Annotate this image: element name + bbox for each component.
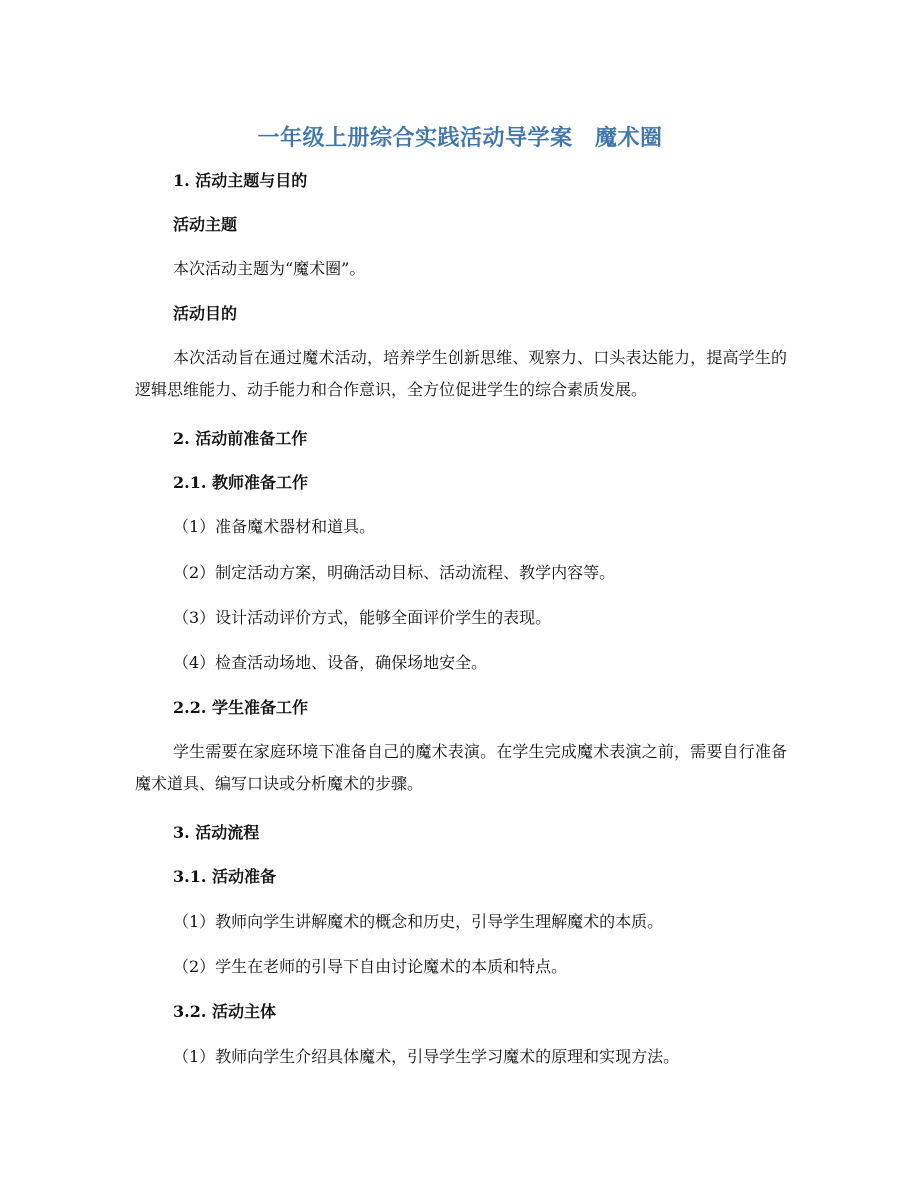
section-2-heading: 2. 活动前准备工作 bbox=[173, 429, 308, 448]
teacher-item: （2）制定活动方案，明确活动目标、活动流程、教学内容等。 bbox=[173, 563, 616, 582]
section-2-1-heading: 2.1. 教师准备工作 bbox=[173, 473, 308, 492]
section-2-2-heading: 2.2. 学生准备工作 bbox=[173, 698, 308, 717]
prep-item: （2）学生在老师的引导下自由讨论魔术的本质和特点。 bbox=[173, 957, 568, 976]
teacher-item: （1）准备魔术器材和道具。 bbox=[173, 517, 376, 536]
section-3-heading: 3. 活动流程 bbox=[173, 823, 260, 842]
document-title: 一年级上册综合实践活动导学案 魔术圈 bbox=[257, 125, 663, 151]
purpose-heading: 活动目的 bbox=[173, 304, 238, 323]
student-paragraph: 学生需要在家庭环境下准备自己的魔术表演。在学生完成魔术表演之前，需要自行准备魔术道具、编写口诀或分析魔术的步骤。 bbox=[135, 742, 787, 793]
main-item: （1）教师向学生介绍具体魔术，引导学生学习魔术的原理和实现方法。 bbox=[173, 1047, 680, 1066]
section-1-heading: 1. 活动主题与目的 bbox=[173, 171, 308, 190]
section-3-2-heading: 3.2. 活动主体 bbox=[173, 1002, 276, 1021]
teacher-item: （3）设计活动评价方式，能够全面评价学生的表现。 bbox=[173, 608, 552, 627]
theme-heading: 活动主题 bbox=[173, 215, 238, 234]
teacher-item: （4）检查活动场地、设备，确保场地安全。 bbox=[173, 653, 488, 672]
purpose-paragraph: 本次活动旨在通过魔术活动，培养学生创新思维、观察力、口头表达能力，提高学生的逻辑思维能力、动手能力和合作意识，全方位促进学生的综合素质发展。 bbox=[135, 348, 787, 399]
section-3-1-heading: 3.1. 活动准备 bbox=[173, 867, 276, 886]
theme-text: 本次活动主题为“魔术圈”。 bbox=[173, 259, 366, 278]
prep-item: （1）教师向学生讲解魔术的概念和历史，引导学生理解魔术的本质。 bbox=[173, 912, 664, 931]
